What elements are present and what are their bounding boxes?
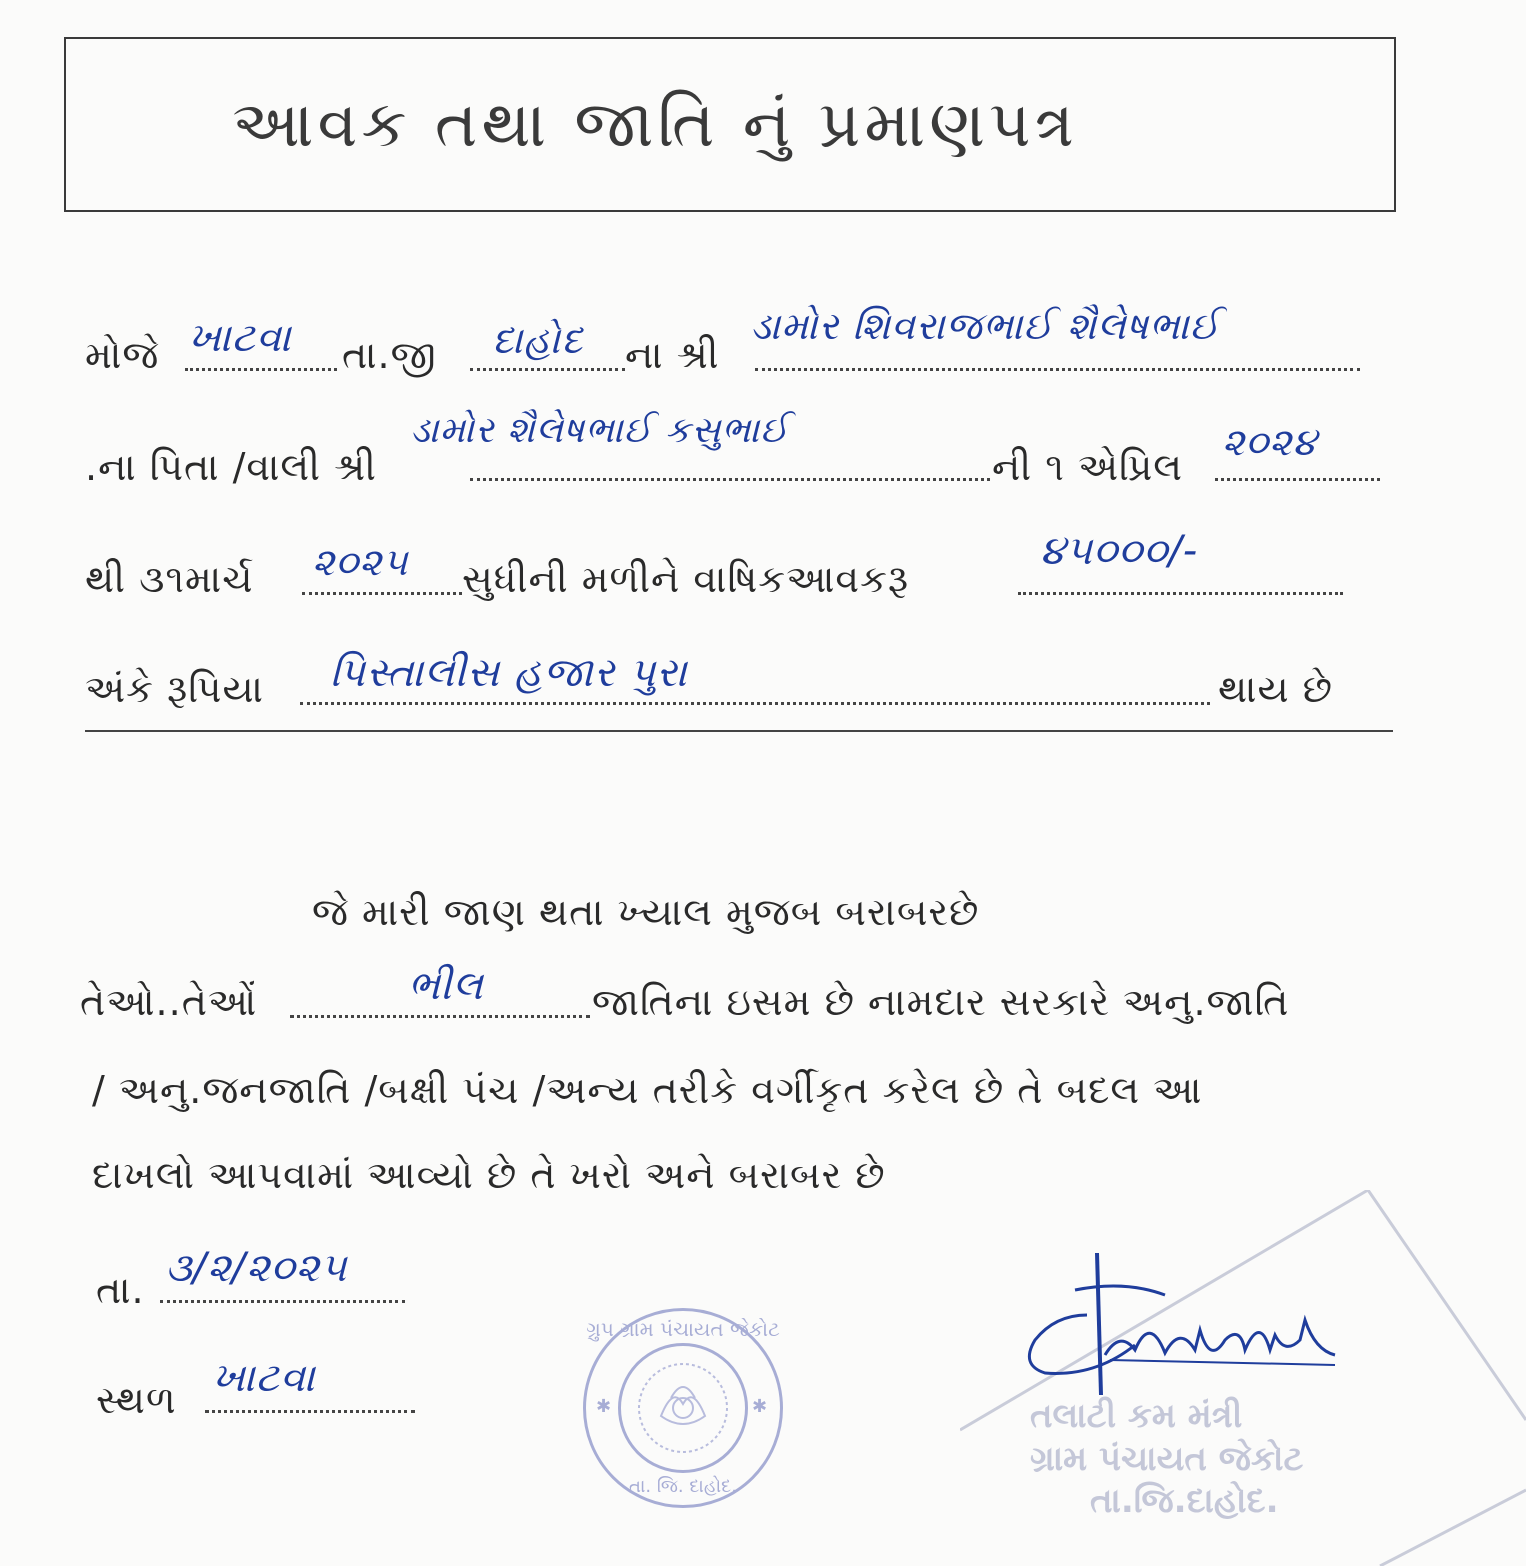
statement-line-4: દાખલો આપવામાં આવ્યો છે તે ખરો અને બરાબર છે (92, 1153, 886, 1197)
label-april: ની ૧ એપ્રિલ (992, 445, 1184, 489)
dotted-line-caste (290, 1015, 590, 1018)
dotted-line-place (205, 1410, 415, 1413)
label-teo: તેઓ..તેઓં (80, 980, 258, 1024)
handwritten-caste: ભીલ (408, 963, 484, 1009)
dotted-line-year-to (302, 592, 462, 595)
statement-line-3: / અનુ.જનજાતિ /બક્ષી પંચ /અન્ય તરીકે વર્ગીકૃત કરેલ છે તે બદલ આ (92, 1068, 1203, 1112)
label-thay-che: થાય છે (1218, 667, 1334, 711)
dotted-line-date (160, 1300, 405, 1303)
signature-icon (1015, 1245, 1345, 1405)
certificate-title: આવક તથા જાતિ નું પ્રમાણપત્ર (232, 87, 1078, 162)
label-rupees: અંકે રૂપિયા (85, 667, 264, 711)
statement-line-1: જે મારી જાણ થતા ખ્યાલ મુજબ બરાબરછે (312, 890, 980, 934)
dotted-line-amount (1018, 592, 1343, 595)
dotted-line-village (185, 368, 337, 371)
handwritten-year-from: ૨૦૨૪ (1222, 420, 1318, 464)
handwritten-name: ડામોર શિવરાજભાઈ શૈલેષભાઈ (750, 304, 1221, 348)
handwritten-place: ખાટવા (212, 1355, 316, 1401)
handwritten-village: ખાટવા (188, 315, 292, 361)
dotted-line-district (470, 368, 625, 371)
handwritten-date: ૩/૨/૨૦૨૫ (165, 1245, 348, 1291)
panchayat-seal (583, 1308, 783, 1508)
stamp-line-1: તલાટી કમ મંત્રી (1030, 1396, 1243, 1436)
seal-star-right-icon: ✱ (752, 1396, 768, 1417)
stamp-line-2: ગ્રામ પંચાયત જેકોટ (1030, 1438, 1304, 1479)
dotted-line-amount-words (300, 702, 1210, 705)
label-village: મોજે (85, 333, 160, 377)
label-annual-income: સુધીની મળીને વાષિકઆવકરૂ (462, 557, 910, 601)
handwritten-year-to: ૨૦૨૫ (312, 540, 409, 584)
label-march: થી ૩૧માર્ચ (85, 557, 254, 601)
handwritten-guardian: ડામોર શૈલેષભાઈ કસુભાઈ (410, 410, 789, 451)
dotted-line-year-from (1215, 478, 1380, 481)
handwritten-district: દાહોદ (492, 318, 584, 362)
handwritten-amount-words: પિસ્તાલીસ હજાર પુરા (330, 650, 688, 696)
officer-stamp (1030, 1395, 1303, 1523)
label-date: તા. (96, 1268, 145, 1312)
emblem-icon (621, 1346, 745, 1470)
seal-emblem (618, 1343, 748, 1473)
seal-bottom-text: તા. જિ. દાહોદ. (629, 1476, 737, 1497)
dotted-line-name (755, 368, 1360, 371)
label-place: સ્થળ (96, 1378, 177, 1422)
handwritten-amount: ૪૫૦૦૦/- (1040, 528, 1199, 574)
seal-top-text: ગ્રુપ ગ્રામ પંચાયત જેકોટ (586, 1317, 780, 1341)
seal-star-left-icon: ✱ (596, 1396, 612, 1417)
stamp-line-3: તા.જિ.દાહોદ. (1090, 1481, 1279, 1521)
dotted-line-guardian (470, 478, 990, 481)
title-box (64, 37, 1396, 212)
separator-line (85, 730, 1393, 732)
label-guardian: .ના પિતા /વાલી શ્રી (85, 445, 377, 489)
label-shri: ના શ્રી (625, 333, 720, 377)
label-taluka-district: તા.જી (342, 333, 437, 377)
statement-line-2: જાતિના ઇસમ છે નામદાર સરકારે અનુ.જાતિ (592, 980, 1290, 1024)
